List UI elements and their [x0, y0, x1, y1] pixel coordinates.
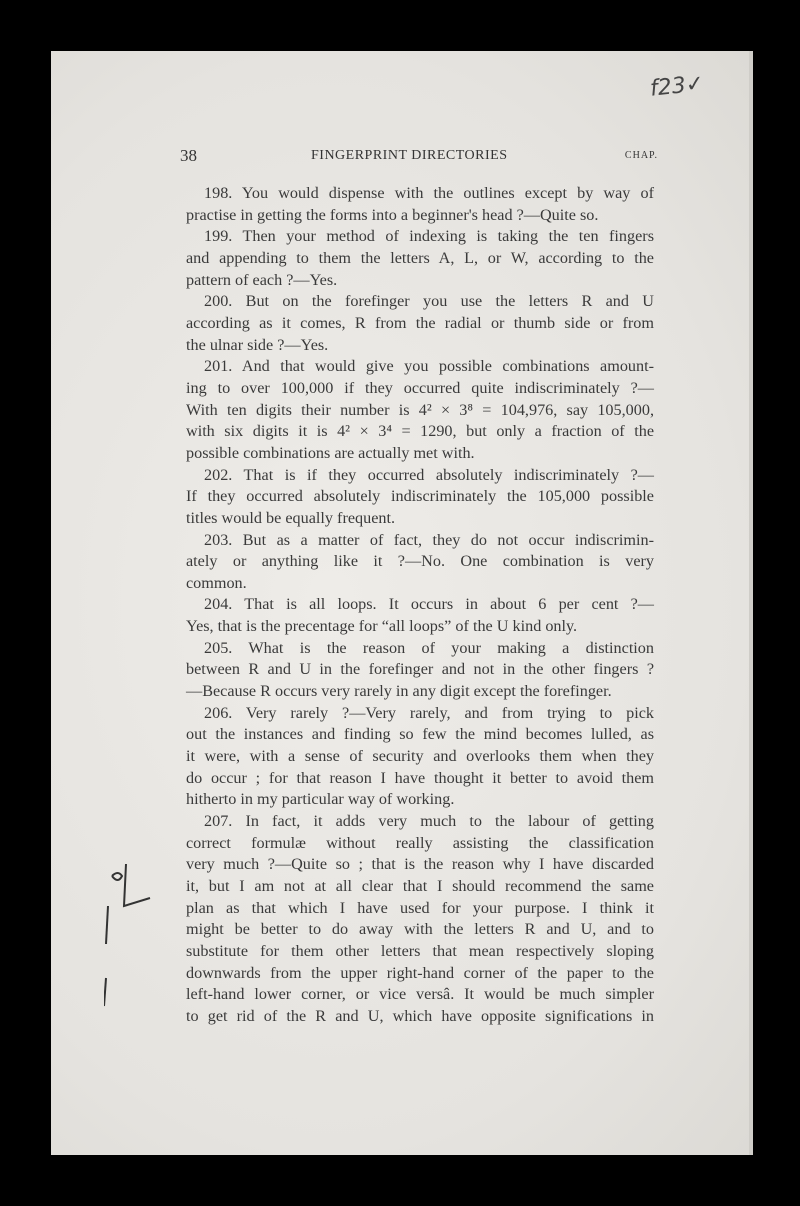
text-line: titles would be equally frequent. — [186, 508, 396, 527]
running-title: FINGERPRINT DIRECTORIES — [311, 148, 508, 163]
text-line: common. — [186, 573, 247, 592]
text-line: ing to over 100,000 if they occurred quite indiscriminately ?— — [186, 378, 654, 397]
text-line: 204. That is all loops. It occurs in about 6 per cent ?— — [204, 595, 654, 614]
text-line: ately or anything like it ?—No. One combination is very — [186, 552, 654, 571]
text-line: downwards from the upper right-hand corner of the paper to the — [186, 963, 654, 982]
text-line: 198. You would dispense with the outlines except by way of — [204, 184, 654, 202]
text-line: and appending to them the letters A, L, or W, according to the — [186, 248, 654, 267]
text-line: 199. Then your method of indexing is taking the ten fingers — [204, 227, 654, 246]
text-line: 207. In fact, it adds very much to the labour of getting — [204, 812, 654, 831]
body-text — [186, 183, 654, 1028]
text-line: practise in getting the forms into a beginner's head ?—Quite so. — [186, 205, 599, 224]
text-line: 202. That is if they occurred absolutely indiscriminately ?— — [204, 465, 654, 484]
page-edge — [749, 51, 753, 1155]
handwritten-folio-note: f23✓ — [648, 71, 706, 102]
chapter-label: CHAP. — [624, 150, 658, 161]
text-line: according as it comes, R from the radial or thumb side or from — [186, 313, 654, 332]
text-line: left-hand lower corner, or vice versâ. It would be much simpler — [186, 985, 654, 1004]
text-line: might be better to do away with the letters R and U, and to — [186, 920, 654, 939]
text-line: 203. But as a matter of fact, they do not occur indiscrimin- — [204, 530, 654, 549]
text-line: very much ?—Quite so ; that is the reason why I have discarded — [186, 855, 654, 874]
text-line: substitute for them other letters that mean respectively sloping — [186, 941, 654, 960]
text-line: do occur ; for that reason I have thought it better to avoid them — [186, 768, 654, 787]
text-line: 205. What is the reason of your making a distinction — [204, 638, 654, 657]
text-line: 206. Very rarely ?—Very rarely, and from trying to pick — [204, 703, 654, 722]
text-line: out the instances and finding so few the mind becomes lulled, as — [186, 725, 654, 744]
text-line: Yes, that is the precentage for “all loops” of the U kind only. — [186, 617, 578, 636]
text-line: —Because R occurs very rarely in any digit except the forefinger. — [186, 682, 612, 701]
text-line: pattern of each ?—Yes. — [186, 270, 338, 289]
text-line: 201. And that would give you possible combinations amount- — [204, 357, 654, 376]
text-line: it were, with a sense of security and overlooks them when they — [186, 747, 654, 766]
text-line: it, but I am not at all clear that I should recommend the same — [186, 877, 654, 895]
text-line: between R and U in the forefinger and not in the other fingers ? — [186, 660, 654, 679]
text-line: plan as that which I have used for your purpose. I think it — [186, 898, 654, 917]
text-line: 200. But on the forefinger you use the letters R and U — [204, 292, 654, 311]
pencil-margin-mark-icon — [104, 860, 164, 1010]
text-line: With ten digits their number is 4² × 3⁸ = 104,976, say 105,000, — [186, 400, 654, 419]
text-line: to get rid of the R and U, which have opposite significations in — [186, 1006, 654, 1025]
running-header — [180, 146, 658, 168]
text-line: with six digits it is 4² × 3⁴ = 1290, but only a fraction of the — [186, 422, 654, 441]
text-line: possible combinations are actually met with. — [186, 443, 475, 462]
page-number: 38 — [180, 146, 197, 165]
text-line: If they occurred absolutely indiscriminately the 105,000 possible — [186, 487, 654, 506]
text-line: the ulnar side ?—Yes. — [186, 335, 329, 354]
text-line: correct formulæ without really assisting the classification — [186, 833, 654, 852]
text-line: hitherto in my particular way of working. — [186, 790, 455, 809]
